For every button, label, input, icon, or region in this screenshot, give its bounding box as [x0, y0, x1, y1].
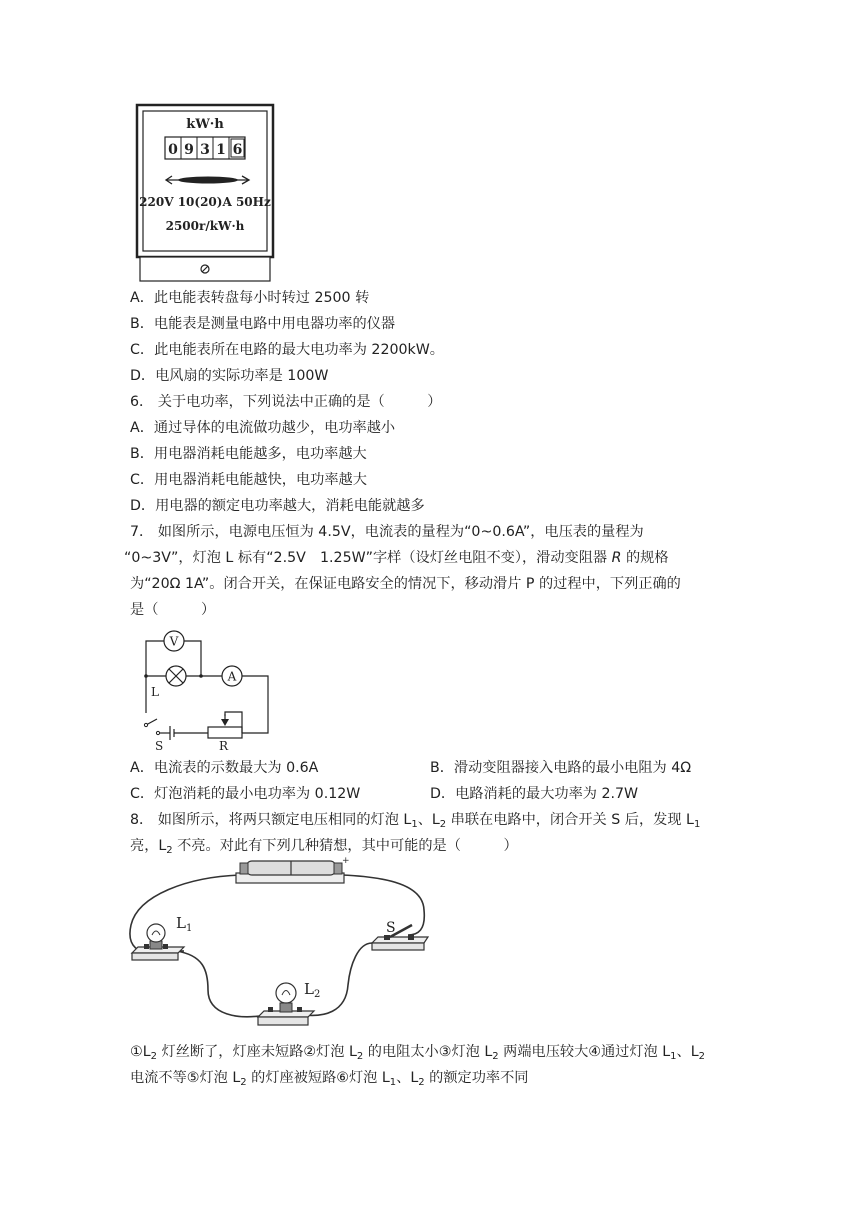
g-text: ①L: [130, 1044, 151, 1060]
q8-l1-text: 8． 如图所示，将两只额定电压相同的灯泡 L: [130, 812, 412, 828]
sub: 1: [670, 1051, 677, 1062]
sub: 2: [492, 1051, 499, 1062]
q6-option-d: D．用电器的额定电功率越大，消耗电能就越多: [130, 498, 425, 514]
ammeter-icon: [222, 666, 242, 686]
q7-option-d: D．电路消耗的最大功率为 2.7W: [430, 786, 639, 802]
q7-option-a: A．电流表的示数最大为 0.6A: [130, 760, 319, 776]
lamp-label: L: [151, 685, 159, 699]
q7-stem-line4: 是（ ）: [130, 602, 216, 618]
fig-l-text: L: [304, 980, 314, 998]
q8-stem-line1: [130, 810, 700, 830]
fig-l-sub: 2: [313, 989, 321, 1000]
meter-rating: 220V 10(20)A 50Hz: [139, 195, 271, 209]
meter-rev: 2500r/kW·h: [165, 219, 245, 233]
g-text: 电流不等⑤灯泡 L: [130, 1070, 241, 1086]
g-text: 的灯座被短路⑥灯泡 L: [246, 1070, 390, 1086]
sub: 2: [356, 1051, 364, 1062]
q5-option-b: B．电能表是测量电路中用电器功率的仪器: [130, 316, 396, 332]
q6-stem: 6． 关于电功率，下列说法中正确的是（ ）: [130, 394, 442, 410]
q7-stem-line2: [124, 548, 669, 568]
q6-option-b: B．用电器消耗电能越多，电功率越大: [130, 446, 367, 462]
q8-l2-text: 不亮。对此有下列几种猜想，其中可能的是（ ）: [172, 838, 518, 854]
g-text: 的电阻太小③灯泡 L: [363, 1044, 493, 1060]
g-text: 、L: [676, 1044, 699, 1060]
q8-stem-line2: [130, 836, 518, 856]
sub: 2: [166, 845, 173, 856]
g-text: 的额定功率不同: [424, 1070, 529, 1086]
meter-unit: kW·h: [186, 117, 224, 132]
q7-line2-b: 的规格: [621, 550, 669, 566]
q7-circuit-diagram: [138, 628, 278, 754]
q7-stem-line1: 7． 如图所示，电源电压恒为 4.5V，电流表的量程为“0~0.6A”，电压表的量程为: [130, 524, 644, 540]
q6-option-a: A．通过导体的电流做功越少，电功率越小: [130, 420, 396, 436]
q8-guess-line1: [130, 1042, 705, 1062]
q5-option-c: C．此电能表所在电路的最大电功率为 2200kW。: [130, 342, 444, 358]
sub: 2: [150, 1051, 157, 1062]
q7-line2-r: R: [611, 550, 622, 566]
sub: 2: [418, 1077, 425, 1088]
sub: 2: [439, 819, 447, 830]
sub: 1: [693, 819, 701, 830]
q7-option-c: C．灯泡消耗的最小电功率为 0.12W: [130, 786, 361, 802]
fig-label-s: S: [386, 920, 396, 936]
meter-digit: 1: [216, 142, 226, 158]
sub: 2: [240, 1077, 247, 1088]
fig-label-l2: [304, 980, 320, 1000]
q7-option-b: B．滑动变阻器接入电路的最小电阻为 4Ω: [430, 760, 692, 776]
svg-text:+: +: [342, 856, 350, 866]
q5-option-a: A．此电能表转盘每小时转过 2500 转: [130, 290, 370, 306]
fig-l-sub: 1: [185, 923, 193, 934]
fig-label-l1: [176, 914, 192, 934]
g-text: 、L: [396, 1070, 419, 1086]
q8-l1-text: 、L: [417, 812, 440, 828]
voltmeter-icon: [164, 631, 184, 651]
knife-switch-icon: [372, 925, 428, 950]
q8-l2-text: 亮，L: [130, 838, 167, 854]
switch-label: S: [155, 739, 164, 753]
meter-digit: 3: [200, 142, 210, 158]
rheostat-label: R: [219, 739, 229, 753]
q8-l1-text: 串联在电路中，闭合开关 S 后，发现 L: [446, 812, 694, 828]
battery-holder-icon: [236, 856, 350, 883]
meter-digit: 9: [184, 142, 194, 158]
ammeter-label: A: [227, 669, 237, 684]
q6-option-c: C．用电器消耗电能越快，电功率越大: [130, 472, 367, 488]
q8-circuit-picture: [128, 855, 438, 1040]
q5-option-d: D．电风扇的实际功率是 100W: [130, 368, 329, 384]
q7-line2-a: “0~3V”，灯泡 L 标有“2.5V 1.25W”字样（设灯丝电阻不变），滑动变阻器: [124, 550, 612, 566]
sub: 1: [411, 819, 418, 830]
meter-digit: 6: [232, 142, 243, 158]
g-text: 灯丝断了，灯座未短路②灯泡 L: [157, 1044, 357, 1060]
sub: 1: [389, 1077, 397, 1088]
sub: 2: [698, 1051, 705, 1062]
electric-meter-figure: [128, 100, 288, 285]
voltmeter-label: V: [169, 634, 179, 649]
meter-digit: 0: [168, 142, 178, 158]
q7-stem-line3: 为“20Ω 1A”。闭合开关，在保证电路安全的情况下，移动滑片 P 的过程中，下列正确的: [130, 576, 681, 592]
fig-l-text: L: [176, 914, 186, 932]
g-text: 两端电压较大④通过灯泡 L: [498, 1044, 671, 1060]
q8-guess-line2: [130, 1068, 528, 1088]
lamp-icon: [166, 666, 186, 686]
